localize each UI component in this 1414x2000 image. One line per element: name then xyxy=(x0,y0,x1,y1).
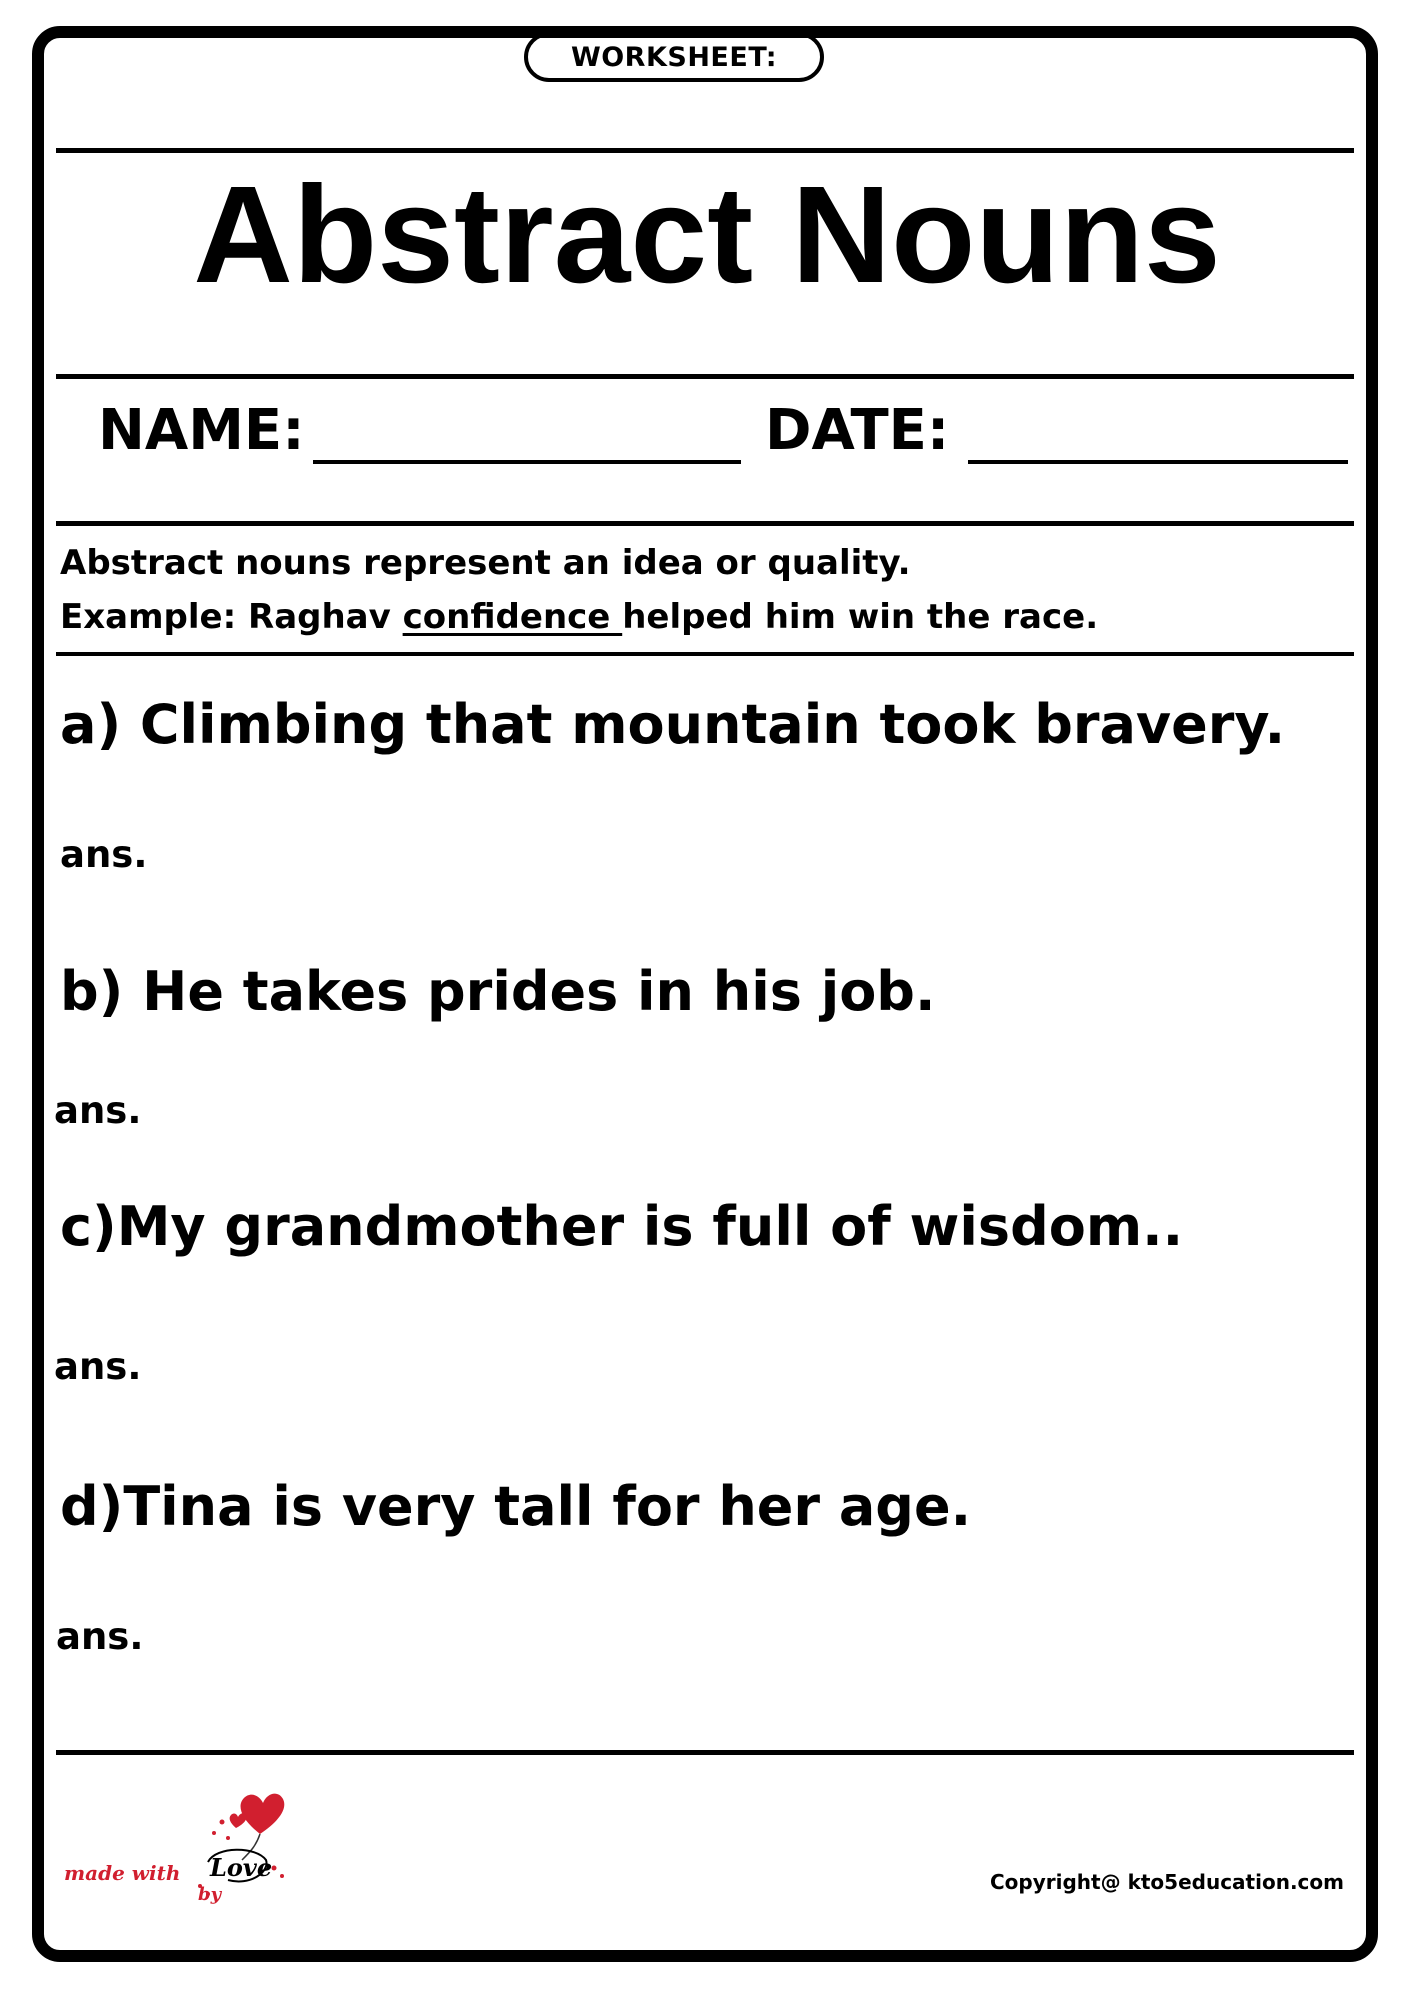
page-title: Abstract Nouns xyxy=(193,158,1221,312)
answer-b-label[interactable]: ans. xyxy=(54,1089,142,1132)
intro-definition: Abstract nouns represent an idea or quality. xyxy=(60,543,911,583)
date-label: DATE: xyxy=(765,398,950,463)
made-with-love-logo xyxy=(60,1776,290,1906)
example-suffix: helped him win the race. xyxy=(622,597,1099,637)
answer-c-label[interactable]: ans. xyxy=(54,1345,142,1388)
question-a: a) Climbing that mountain took bravery. xyxy=(60,693,1286,756)
intro-text xyxy=(60,536,1098,644)
question-d: d)Tina is very tall for her age. xyxy=(60,1475,972,1538)
answer-a-label[interactable]: ans. xyxy=(60,833,148,876)
example-prefix: Example: Raghav xyxy=(60,597,403,637)
sparkle-dot-icon xyxy=(272,1866,277,1871)
sparkle-dot-icon xyxy=(226,1836,230,1840)
worksheet-label: WORKSHEET: xyxy=(570,41,778,73)
sparkle-dot-icon xyxy=(280,1874,284,1878)
answer-d-label[interactable]: ans. xyxy=(56,1615,144,1658)
sparkle-dot-icon xyxy=(212,1831,216,1835)
big-heart-icon xyxy=(241,1794,285,1834)
question-c: c)My grandmother is full of wisdom.. xyxy=(60,1195,1184,1258)
name-label: NAME: xyxy=(98,398,305,463)
name-blank-line[interactable] xyxy=(313,460,741,464)
date-blank-line[interactable] xyxy=(968,460,1348,464)
worksheet-badge xyxy=(524,32,824,82)
example-underlined-word: confidence xyxy=(402,597,623,637)
love-text: Love xyxy=(210,1853,273,1882)
divider-intro xyxy=(56,652,1354,656)
divider-header xyxy=(56,148,1354,153)
divider-footer xyxy=(56,1750,1354,1755)
intro-example xyxy=(60,590,1098,644)
by-text: by xyxy=(198,1884,222,1905)
copyright-text: Copyright@ kto5education.com xyxy=(990,1870,1344,1894)
question-b: b) He takes prides in his job. xyxy=(60,960,936,1023)
made-with-text: made with xyxy=(64,1861,181,1885)
divider-title xyxy=(56,374,1354,379)
sparkle-dot-icon xyxy=(220,1820,225,1825)
divider-fields xyxy=(56,521,1354,526)
small-heart-icon xyxy=(230,1813,247,1828)
